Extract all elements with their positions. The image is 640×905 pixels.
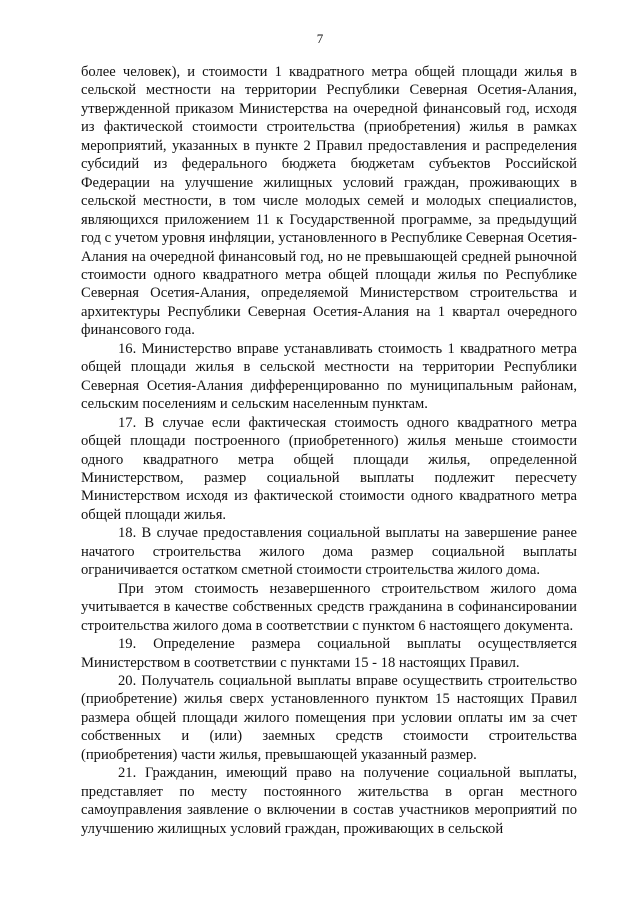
document-body [81,63,577,838]
paragraph-item-18-note: При этом стоимость незавершенного строительством жилого дома учитывается в качестве собственных средств гражданина в софинансировании строительства жилого дома в соответствии с пунктом 6 настоящего документа. [81,580,577,634]
paragraph-item-18: 18. В случае предоставления социальной выплаты на завершение ранее начатого строительства жилого дома размер социальной выплаты ограничивается остатком сметной стоимости строительства жилого дома. [81,525,577,579]
paragraph-item-20: 20. Получатель социальной выплаты вправе осуществить строительство (приобретение) жилья сверх установленного пунктом 15 настоящих Правил размера общей площади жилого помещения при условии оплаты им за счет собственных и (или) заемных средств стоимости строительства (приобретения) части жилья, превышающей указанный размер. [81,672,577,763]
paragraph-item-17: 17. В случае если фактическая стоимость одного квадратного метра общей площади построенного (приобретенного) жилья меньше стоимости одного квадратного метра общей площади жилья, определенной Министерством, размер социальной выплаты подлежит пересчету Министерством исходя из фактической стоимости одного квадратного метра общей площади жилья. [81,414,577,523]
paragraph-item-21: 21. Гражданин, имеющий право на получение социальной выплаты, представляет по месту постоянного жительства в орган местного самоуправления заявление о включении в состав участников мероприятий по улучшению жилищных условий граждан, проживающих в сельской [81,765,577,837]
page-number: 7 [316,31,324,46]
paragraph-item-19: 19. Определение размера социальной выплаты осуществляется Министерством в соответствии с пунктами 15 - 18 настоящих Правил. [81,636,577,671]
paragraph-item-16: 16. Министерство вправе устанавливать стоимость 1 квадратного метра общей площади жилья в сельской местности на территории Республики Северная Осетия-Алания дифференцированно по муниципальным районам, сельским поселениям и сельским населенным пунктам. [81,340,577,413]
paragraph-continuation: более человек), и стоимости 1 квадратного метра общей площади жилья в сельской местности на территории Республики Северная Осетия-Алания, утвержденной приказом Министерства на очередной финансовый год, исходя из фактической стоимости строительства (приобретения) жилья в рамках мероприятий, указанных в пункте 2 Правил предоставления и распределения субсидий из федерального бюджета бюджетам субъектов Российской Федерации на улучшение жилищных условий граждан, проживающих в сельской местности, в том числе молодых семей и молодых специалистов, являющихся приложением 11 к Государственной программе, за предыдущий год с учетом уровня инфляции, установленного в Республике Северная Осетия-Алания на очередной финансовый год, но не превышающей средней рыночной стоимости одного квадратного метра общей площади жилья по Республике Северная Осетия-Алания, определяемой Министерством строительства и архитектуры Республики Северная Осетия-Алания на 1 квартал очередного финансового года. [81,64,577,339]
